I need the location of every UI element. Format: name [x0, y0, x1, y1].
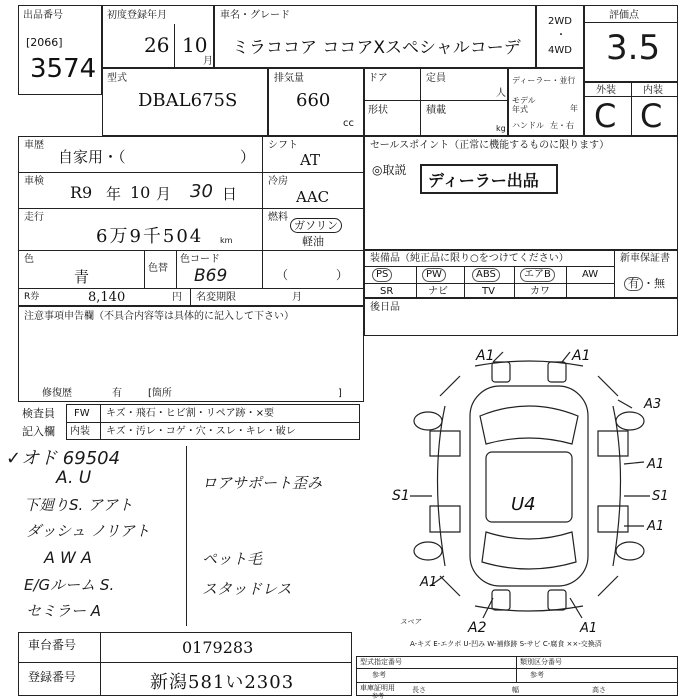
door-label: ドア: [368, 73, 388, 84]
equip-navi: ナビ: [428, 286, 448, 297]
garage-cert-label: 車庫証明用: [360, 684, 395, 692]
fuel-gasoline: ガソリン: [290, 220, 342, 231]
inspector-interior: 内装: [70, 426, 90, 437]
warranty-label: 新車保証書: [620, 253, 670, 264]
drive-4wd: 4WD: [548, 45, 572, 56]
mark-center: U4: [511, 494, 536, 515]
name-grade: ミラココア ココアXスペシャルコーデ: [232, 38, 521, 58]
interior-grade: C: [640, 97, 663, 135]
chassis-label: 車台番号: [28, 638, 77, 652]
month-unit: 月: [203, 56, 213, 67]
year-unit: 年: [570, 104, 578, 113]
height-label: 高さ: [592, 686, 606, 694]
kg-unit: kg: [496, 124, 506, 133]
inspector-row2: キズ・汚レ・コゲ・穴・スレ・キレ・破レ: [106, 426, 296, 437]
score-value: 3.5: [606, 28, 661, 68]
note-mirror: セミラー A: [26, 602, 102, 620]
equipment-label: 装備品（純正品に限り○をつけてください）: [370, 253, 569, 264]
notes-label: 注意事項申告欄（不具合内容等は具体的に記入して下さい）: [24, 311, 294, 322]
color-code: B69: [194, 266, 228, 286]
inspection-day-unit: 日: [222, 185, 238, 203]
mileage-label: 走行: [24, 212, 44, 223]
equip-aw: AW: [582, 269, 599, 280]
equip-abs: ABS: [472, 268, 500, 282]
mark-right-top: A3: [644, 397, 662, 412]
history-label: 車歴: [24, 140, 44, 151]
name-change-label: 名変期限: [196, 292, 236, 303]
mark-right-3: A1: [647, 519, 665, 534]
equip-pw: PW: [422, 268, 446, 282]
inspector-row1: キズ・飛石・ヒビ割・リペア跡・×要: [106, 408, 274, 419]
shift-label: シフト: [268, 140, 298, 151]
repair-history-label: 修復歴: [42, 388, 72, 399]
inspector-fw: FW: [74, 408, 90, 419]
note-undercarriage: 下廻りS. アアト: [24, 496, 134, 514]
type-spec-label: 型式指定番号: [360, 658, 402, 666]
first-registration-year: 26: [144, 33, 170, 57]
mark-right-1: A1: [647, 457, 665, 472]
color-change-label: 色替: [148, 263, 168, 274]
mark-bottom-mid: A2: [468, 620, 487, 636]
note-studless: スタッドレス: [202, 580, 292, 598]
km-unit: km: [220, 236, 233, 245]
shift-value: AT: [300, 151, 321, 169]
mileage-value: 6万9千504: [96, 226, 204, 247]
mark-top-right: A1: [572, 348, 591, 364]
repair-close: ]: [338, 388, 342, 399]
type-spec-ref: 参考: [372, 671, 386, 679]
recycle-label: R券: [24, 292, 40, 302]
load-label: 積載: [426, 105, 446, 116]
shape-label: 形状: [368, 105, 388, 116]
color-value: 青: [74, 268, 90, 286]
inspection-year-unit: 年: [106, 185, 122, 203]
mark-spare: スペア: [400, 618, 421, 626]
equip-airbag: エアB: [520, 268, 555, 282]
model-year-label: モデル年式: [512, 96, 536, 114]
handle-options: 左・右: [550, 121, 574, 130]
note-dash: ダッシュ ノリアト: [26, 522, 150, 540]
car-damage-diagram: [360, 336, 690, 636]
equip-leather: カワ: [530, 286, 550, 297]
chassis-number: 0179283: [182, 638, 254, 657]
history-value: 自家用・（: [58, 148, 126, 166]
manual-label: ◎取説: [372, 163, 407, 177]
dealer-stamp-text: ディーラー出品: [428, 171, 539, 190]
damage-legend: A-キズ E-エクボ U-凹み W-補修跡 S-サビ C-腐食 ××-交換済: [410, 640, 602, 648]
ac-value: AAC: [296, 188, 330, 206]
mark-top-left: A1: [476, 348, 495, 364]
displacement-label: 排気量: [274, 73, 304, 84]
repair-place-label: [箇所: [148, 388, 172, 399]
first-registration-month: 10: [182, 33, 208, 57]
warranty-options: 有 ・無: [624, 277, 665, 291]
history-close: ）: [240, 148, 256, 166]
name-grade-label: 車名・グレード: [220, 10, 290, 21]
score-label: 評価点: [609, 10, 639, 21]
repair-history-value: 有: [112, 388, 122, 399]
model-label: 型式: [107, 73, 127, 84]
interior-label: 内装: [643, 85, 663, 96]
inspection-month: 10: [130, 183, 151, 202]
capacity-label: 定員: [426, 73, 446, 84]
mark-bottom-right: A1: [580, 621, 598, 636]
later-items-label: 後日品: [370, 302, 400, 313]
width-label: 幅: [512, 686, 519, 694]
category-ref: 参考: [530, 671, 544, 679]
mark-bottom-left: A1: [420, 575, 438, 590]
note-odometer: ✓オド 69504: [6, 448, 121, 469]
dealer-parallel: ディーラー・並行: [512, 76, 576, 85]
recycle-value: 8,140: [88, 290, 126, 305]
handle-label: ハンドル: [512, 121, 544, 130]
later-items-box: [364, 298, 678, 336]
inspection-label: 車検: [24, 176, 44, 187]
note-pet-hair: ペット毛: [202, 550, 263, 568]
drive-dot: ・: [556, 30, 566, 41]
exterior-grade: C: [594, 97, 617, 135]
lot-number: 3574: [30, 54, 97, 84]
lot-number-label: 出品番号: [23, 10, 63, 21]
person-unit: 人: [496, 88, 506, 99]
displacement-value: 660: [296, 90, 331, 111]
first-registration-label: 初度登録年月: [107, 10, 167, 21]
note-awa: A W A: [44, 548, 92, 567]
drive-2wd: 2WD: [548, 16, 572, 27]
lot-code: [2066]: [26, 36, 63, 49]
inspection-era: R9: [70, 183, 93, 202]
mark-left-mid: S1: [392, 488, 410, 504]
cc-unit: cc: [343, 118, 354, 129]
exterior-label: 外装: [596, 85, 616, 96]
equip-sr: SR: [380, 286, 394, 297]
note-engine-room: E/Gルーム S.: [24, 576, 115, 594]
ac-label: 冷房: [268, 176, 288, 187]
fuel-diesel: 軽油: [302, 235, 324, 248]
plate-label: 登録番号: [28, 670, 77, 684]
color-label: 色: [24, 254, 34, 265]
inspection-month-unit: 月: [156, 185, 172, 203]
color-code-label: 色コード: [180, 254, 220, 265]
inspection-day: 30: [190, 181, 213, 202]
equip-tv: TV: [482, 286, 495, 297]
category-label: 類別区分番号: [520, 658, 562, 666]
fuel-other-paren: （ ）: [276, 268, 349, 282]
name-change-month: 月: [292, 292, 302, 303]
note-lower-support: ロアサポート歪み: [202, 474, 323, 492]
yen-unit: 円: [172, 292, 182, 303]
mark-right-2: S1: [652, 489, 669, 504]
length-label: 長さ: [412, 686, 426, 694]
note-au: A. U: [56, 468, 92, 488]
model-value: DBAL675S: [138, 90, 238, 111]
equip-ps: PS: [372, 268, 392, 282]
sales-point-label: セールスポイント（正常に機能するものに限ります）: [370, 140, 610, 151]
fuel-label: 燃料: [268, 212, 288, 223]
garage-cert-ref: 参考: [372, 693, 385, 700]
inspector-label-1: 検査員: [22, 407, 55, 420]
plate-number: 新潟581い2303: [150, 672, 295, 693]
inspector-label-2: 記入欄: [22, 425, 55, 438]
